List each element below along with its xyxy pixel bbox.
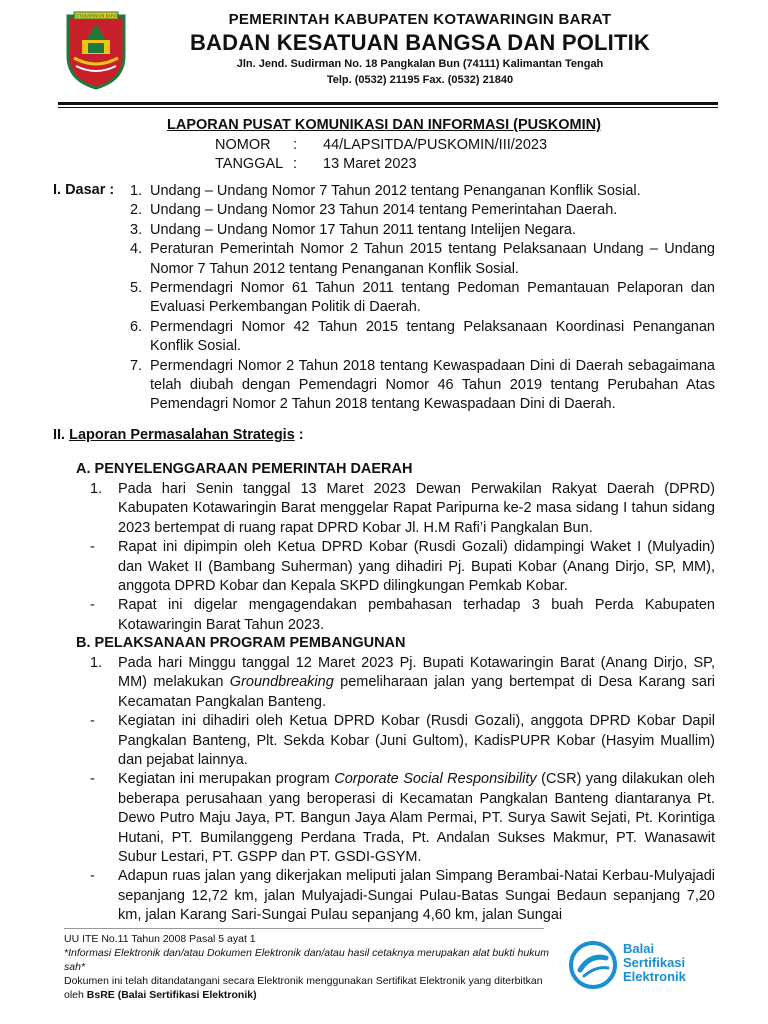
list-item: - Adapun ruas jalan yang dikerjakan meliputi jalan Simpang Berambai-Natai Kerbau-Mulyajadi sepanjang 12,72 km, jalan Mulyajadi-Sungai Pulau-Batas Sungai Bedaun sepanjang 7,20 km, jalan Karang Sari-Sungai Pulau sepanjang 4,60 km, jalan Sungai [90,868,715,924]
list-item: 5. Permendagri Nomor 61 Tahun 2011 tentang Pedoman Pemantauan Pelaporan dan Evaluasi Perkembangan Politik di Daerah. [130,280,715,316]
letterhead-divider [58,102,718,105]
letterhead [140,10,700,88]
list-item: - Kegiatan ini dihadiri oleh Ketua DPRD Kobar (Rusdi Gozali), anggota DPRD Kobar Dapil Pangkalan Banteng, Plt. Sekda Kobar (Juni Gultom), KadisPUPR Kobar (Hasyim Muallim) dan pejabat lainnya. [90,713,715,769]
letterhead-divider-thin [58,107,718,108]
footer-text [64,932,564,1002]
tanggal-label: TANGGAL [215,156,284,172]
footer-law: UU ITE No.11 Tahun 2008 Pasal 5 ayat 1 [64,933,256,945]
footer-signature-note: Dokumen ini telah ditandatangani secara Elektronik menggunakan Sertifikat Elektronik yang diterbitkan oleh BsRE (Balai Sertifikasi Elektronik) [64,975,543,1001]
list-item: 1. Pada hari Senin tanggal 13 Maret 2023 Dewan Perwakilan Rakyat Daerah (DPRD) Kabupaten Kotawaringin Barat menggelar Rapat Paripurna ke-2 masa sidang I tahun sidang 2023 bertempat di ruang rapat DPRD Kobar Jl. H.M Rafi’i Pangkalan Bun. [90,481,715,536]
list-item: 3. Undang – Undang Nomor 17 Tahun 2011 tentang Intelijen Negara. [130,221,576,238]
list-item: - Kegiatan ini merupakan program Corporate Social Responsibility (CSR) yang dilakukan oleh beberapa perusahaan yang beroperasi di Kecamatan Pangkalan Banteng diantaranya Pt. Dewo Putro Maju Jaya, PT. Bangun Jaya Alam Permai, PT. Surya Sawit Sejati, Pt. Korintiga Hutani, PT. Bumilanggeng Perdana Trada, Pt. Andalan Sukses Makmur, PT. Wanasawit Subur Lestari, PT. GSPP dan PT. GSDI-GSYM. [90,771,715,866]
bsre-logo-icon [568,940,618,990]
section-a-heading: A. PENYELENGGARAAN PEMERINTAH DAERAH [76,461,413,477]
svg-text:KOTAWARINGIN BARAT: KOTAWARINGIN BARAT [73,13,119,19]
footer-notice: *Informasi Elektronik dan/atau Dokumen Elektronik dan/atau hasil cetaknya merupakan alat bukti hukum sah* [64,947,550,973]
list-item: - Rapat ini digelar mengagendakan pembahasan terhadap 3 buah Perda Kabupaten Kotawaringin Barat Tahun 2023. [90,597,715,633]
section-a-list [90,480,715,635]
regency-emblem-logo [62,10,130,90]
report-meta [215,136,547,174]
section-b-list [90,654,715,926]
section-2-heading: II. Laporan Permasalahan Strategis : [53,427,304,443]
nomor-sep: : [293,137,298,153]
nomor-value: 44/LAPSITDA/PUSKOMIN/III/2023 [323,137,548,153]
tanggal-sep: : [293,156,298,172]
report-title: LAPORAN PUSAT KOMUNIKASI DAN INFORMASI (PUSKOMIN) [167,117,601,133]
legal-basis-list [130,182,715,415]
tanggal-value: 13 Maret 2023 [323,156,417,172]
bsre-brand: Balai Sertifikasi Elektronik [623,941,686,984]
footer-divider [64,928,544,929]
list-item: - Rapat ini dipimpin oleh Ketua DPRD Kobar (Rusdi Gozali) didampingi Waket I (Mulyadin) dan Waket II (Bambang Suherman) yang dihadiri Pj. Bupati Kobar (Anang Dirjo, SP, MM), anggota DPRD Kobar dan Kepala SKPD dilingkungan Pemkab Kobar. [90,539,715,595]
letterhead-address: Jln. Jend. Sudirman No. 18 Pangkalan Bun (74111) Kalimantan Tengah [236,58,604,70]
letterhead-agency: BADAN KESATUAN BANGSA DAN POLITIK [189,30,651,55]
letterhead-government: PEMERINTAH KABUPATEN KOTAWARINGIN BARAT [228,11,612,28]
list-item: 2. Undang – Undang Nomor 23 Tahun 2014 tentang Pemerintahan Daerah. [130,202,618,219]
section-b-heading: B. PELAKSANAAN PROGRAM PEMBANGUNAN [76,635,406,651]
list-item: 7. Permendagri Nomor 2 Tahun 2018 tentang Kewaspadaan Dini di Daerah sebagaimana telah diubah dengan Pemendagri Nomor 46 Tahun 2019 tentang Perubahan Atas Pemendagri Nomor 2 Tahun 2018 tentang Kewaspadaan Dini di Daerah. [130,357,715,413]
section-1-label: I. Dasar : [53,182,115,198]
list-item: 6. Permendagri Nomor 42 Tahun 2015 tentang Pelaksanaan Koordinasi Penanganan Konflik Sosial. [130,318,715,355]
letterhead-phone: Telp. (0532) 21195 Fax. (0532) 21840 [326,74,514,86]
list-item: 1. Undang – Undang Nomor 7 Tahun 2012 tentang Penanganan Konflik Sosial. [130,183,641,199]
list-item: 1. Pada hari Minggu tanggal 12 Maret 2023 Pj. Bupati Kotawaringin Barat (Anang Dirjo, SP, MM) melakukan Groundbreaking pemeliharaan jalan yang bertempat di Desa Karang sari Kecamatan Pangkalan Banteng. [90,655,715,710]
list-item: 4. Peraturan Pemerintah Nomor 2 Tahun 2015 tentang Pelaksanaan Undang – Undang Nomor 7 Tahun 2012 tentang Penanganan Konflik Sosial. [130,241,715,277]
nomor-label: NOMOR [215,137,271,153]
